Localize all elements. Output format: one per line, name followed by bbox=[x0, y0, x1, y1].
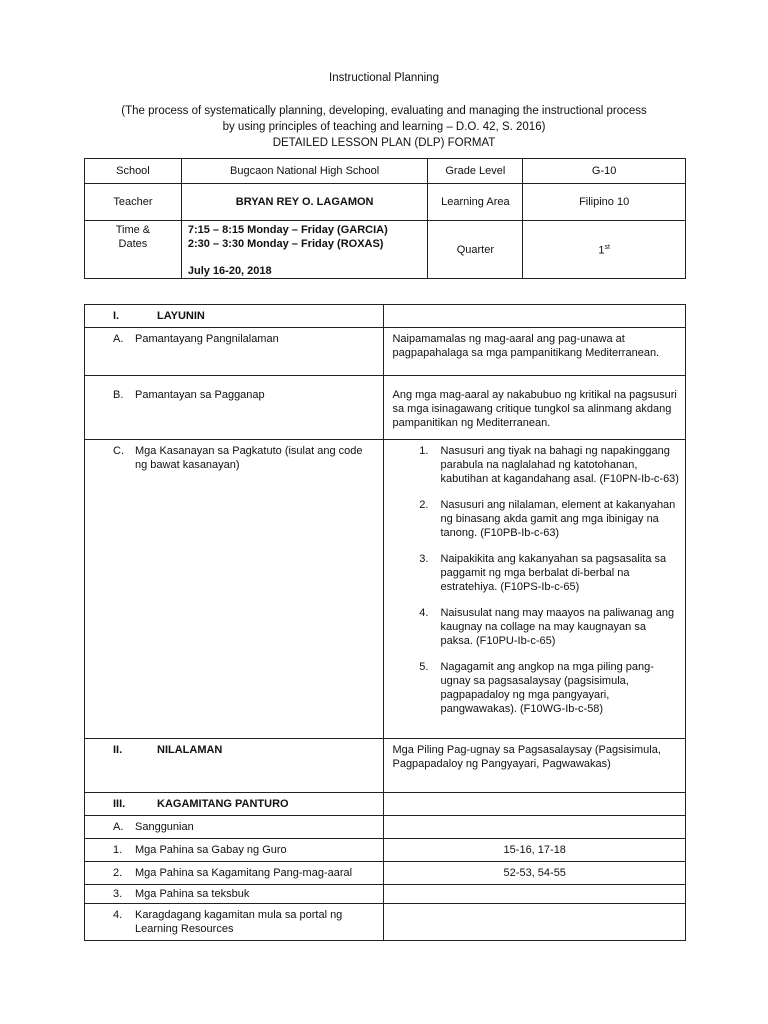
objective-number: 1. bbox=[419, 445, 429, 457]
header-row-teacher bbox=[85, 184, 686, 221]
doc-title: Instructional Planning bbox=[329, 72, 439, 84]
row-pamantayang-pangnilalaman bbox=[85, 328, 686, 376]
row-letter: B. bbox=[113, 389, 124, 401]
quarter-number: 1 bbox=[598, 244, 605, 257]
row-letter: A. bbox=[113, 333, 124, 345]
objective-item bbox=[392, 606, 679, 648]
section-title: NILALAMAN bbox=[157, 744, 223, 756]
row-mga-kasanayan bbox=[85, 440, 686, 739]
objective-text: Naisusulat nang may maayos na paliwanag ang kaugnay na collage na may kaugnayan sa paksa. (F10PU-Ib-c-65) bbox=[440, 607, 675, 647]
header-row-school bbox=[85, 159, 686, 184]
row-sanggunian bbox=[85, 816, 686, 839]
objective-item bbox=[392, 444, 679, 486]
objective-number: 3. bbox=[419, 553, 429, 565]
objective-number: 4. bbox=[419, 607, 429, 619]
objective-text: Naipakikita ang kakanyahan sa pagsasalita sa paggamit ng mga berbalat di-berbal na estratehiya. (F10PS-Ib-c-65) bbox=[440, 553, 667, 593]
row-pamantayan-sa-pagganap bbox=[85, 376, 686, 440]
row-teksbuk bbox=[85, 885, 686, 904]
grade-value: G-10 bbox=[523, 159, 686, 184]
section-kagamitang-row bbox=[85, 793, 686, 816]
time-value-2: 2:30 – 3:30 Monday – Friday (ROXAS) bbox=[187, 238, 384, 250]
objective-number: 5. bbox=[419, 661, 429, 673]
section-number: II. bbox=[113, 744, 123, 756]
row-label: Mga Pahina sa teksbuk bbox=[135, 888, 250, 900]
time-value-3: July 16-20, 2018 bbox=[187, 265, 272, 277]
area-label: Learning Area bbox=[428, 184, 523, 221]
row-label: Pamantayan sa Pagganap bbox=[135, 389, 265, 401]
time-label bbox=[85, 221, 182, 279]
lesson-table bbox=[84, 304, 686, 941]
section-number: I. bbox=[113, 310, 120, 322]
objective-text: Nasusuri ang nilalaman, element at kakanyahan ng binasang akda gamit ang mga ibinigay na tanong. (F10PB-Ib-c-63) bbox=[440, 499, 676, 539]
teacher-label: Teacher bbox=[85, 184, 182, 221]
row-letter: C. bbox=[113, 445, 124, 457]
time-label-2: Dates bbox=[118, 238, 148, 250]
section-number: III. bbox=[113, 798, 126, 810]
row-number: 1. bbox=[113, 844, 123, 856]
quarter-suffix: st bbox=[604, 244, 610, 252]
row-number: 2. bbox=[113, 867, 123, 879]
section-layunin-row bbox=[85, 305, 686, 328]
row-value: Naipamamalas ng mag-aaral ang pag-unawa at pagpapahalaga sa mga pampanitikang Mediterranean. bbox=[384, 328, 686, 376]
objectives-list bbox=[392, 444, 679, 716]
doc-subtitle-line2: by using principles of teaching and learning – D.O. 42, S. 2016) bbox=[222, 121, 546, 133]
time-value bbox=[181, 221, 428, 279]
school-value: Bugcaon National High School bbox=[181, 159, 428, 184]
row-value: Ang mga mag-aaral ay nakabubuo ng kritikal na pagsusuri sa mga isinagawang critique tungkol sa alinmang akdang pampanitikan ng Mediterranean. bbox=[384, 376, 686, 440]
section-title: LAYUNIN bbox=[157, 310, 205, 322]
section-value: Mga Piling Pag-ugnay sa Pagsasalaysay (Pagsisimula, Pagpapadaloy ng Pangyayari, Pagwawakas) bbox=[384, 739, 686, 793]
grade-label: Grade Level bbox=[428, 159, 523, 184]
row-number: 3. bbox=[113, 888, 123, 900]
objective-item bbox=[392, 660, 679, 716]
row-value: 15-16, 17-18 bbox=[384, 839, 686, 862]
time-value-1: 7:15 – 8:15 Monday – Friday (GARCIA) bbox=[187, 224, 388, 236]
row-value: 52-53, 54-55 bbox=[384, 862, 686, 885]
quarter-label: Quarter bbox=[428, 221, 523, 279]
objective-text: Nagagamit ang angkop na mga piling pang-ugnay sa pagsasalaysay (pagsisimula, pagpapadaloy ng mga pangyayari, pangwawakas). (F10WG-Ib-c-58) bbox=[440, 661, 654, 715]
format-title: DETAILED LESSON PLAN (DLP) FORMAT bbox=[272, 137, 496, 149]
row-label: Mga Pahina sa Kagamitang Pang-mag-aaral bbox=[135, 867, 353, 879]
area-value: Filipino 10 bbox=[523, 184, 686, 221]
row-kagamitang-pang-mag-aaral bbox=[85, 862, 686, 885]
time-label-1: Time & bbox=[115, 224, 151, 236]
doc-subtitle-line1: (The process of systematically planning, developing, evaluating and managing the instructional process bbox=[121, 105, 647, 117]
header-row-time bbox=[85, 221, 686, 279]
row-label: Pamantayang Pangnilalaman bbox=[135, 333, 279, 345]
row-gabay-ng-guro bbox=[85, 839, 686, 862]
row-number: 4. bbox=[113, 909, 123, 921]
teacher-value: BRYAN REY O. LAGAMON bbox=[181, 184, 428, 221]
objective-number: 2. bbox=[419, 499, 429, 511]
objective-item bbox=[392, 552, 679, 594]
section-nilalaman-row bbox=[85, 739, 686, 793]
row-label: Sanggunian bbox=[135, 821, 194, 833]
row-label: Mga Kasanayan sa Pagkatuto (isulat ang code ng bawat kasanayan) bbox=[135, 445, 363, 471]
objective-text: Nasusuri ang tiyak na bahagi ng napakinggang parabula na naglalahad ng katotohanan, kabutihan at kagandahang asal. (F10PN-Ib-c-63) bbox=[440, 445, 679, 485]
school-label: School bbox=[85, 159, 182, 184]
section-title: KAGAMITANG PANTURO bbox=[157, 798, 289, 810]
quarter-value bbox=[523, 221, 686, 279]
header-table bbox=[84, 158, 686, 279]
row-label: Karagdagang kagamitan mula sa portal ng Learning Resources bbox=[135, 909, 343, 935]
objective-item bbox=[392, 498, 679, 540]
row-label: Mga Pahina sa Gabay ng Guro bbox=[135, 844, 287, 856]
row-learning-resources bbox=[85, 904, 686, 941]
row-letter: A. bbox=[113, 821, 124, 833]
